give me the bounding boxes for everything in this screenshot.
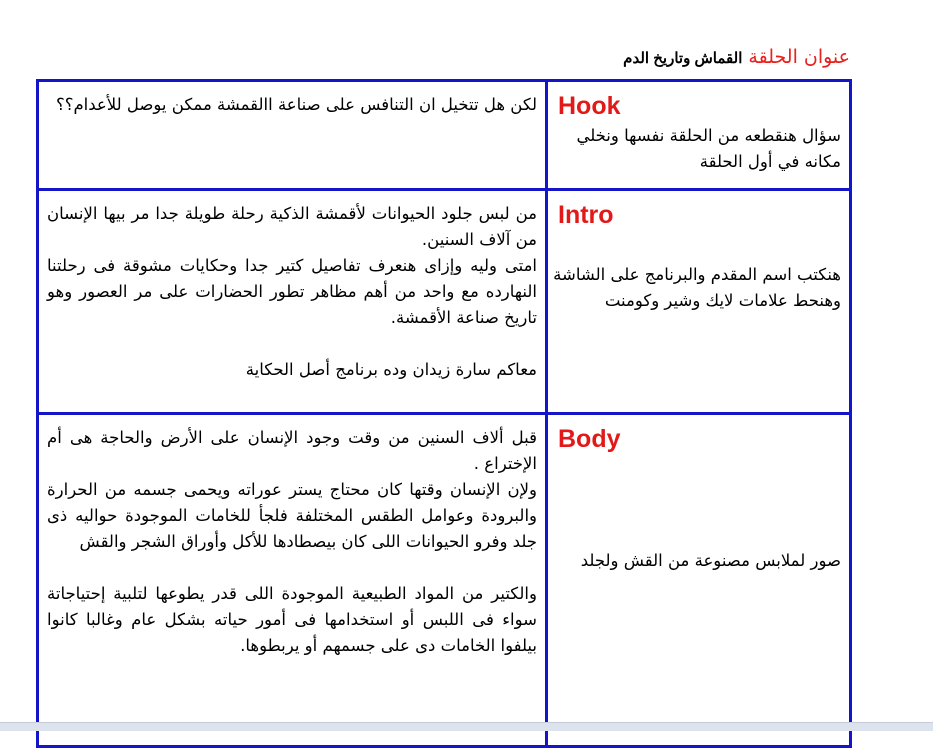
intro-content xyxy=(39,191,545,383)
intro-section-cell[interactable] xyxy=(547,190,851,414)
script-table xyxy=(36,79,852,748)
episode-title-value: القماش وتاريخ الدم xyxy=(623,50,743,67)
window-bottom-edge xyxy=(0,722,933,731)
intro-paragraph: امتى وليه وإزاى هنعرف تفاصيل كتير جدا وحكايات مشوقة فى رحلتنا النهارده مع واحد من أهم مظاهر تطور الحضارات على مر العصور وهو تاريخ صناعة الأقمشة. xyxy=(47,256,537,327)
table-row-hook xyxy=(38,81,851,190)
intro-blank-line xyxy=(47,331,537,357)
hook-paragraph: لكن هل تتخيل ان التنافس على صناعة االقمشة ممكن يوصل للأعدام؟؟ xyxy=(55,95,537,114)
intro-paragraph: من لبس جلود الحيوانات لأقمشة الذكية رحلة طويلة جدا مر بيها الإنسان من آلاف السنين. xyxy=(47,204,537,249)
intro-content-cell[interactable] xyxy=(38,190,547,414)
table-row-intro xyxy=(38,190,851,414)
hook-content xyxy=(39,82,545,118)
body-section-cell[interactable] xyxy=(547,414,851,747)
episode-title-label: عنوان الحلقة xyxy=(748,46,850,68)
body-content-cell[interactable] xyxy=(38,414,547,747)
body-paragraph: قبل ألاف السنين من وقت وجود الإنسان على الأرض والحاجة هى أم الإختراع . xyxy=(47,428,537,473)
intro-note: هنكتب اسم المقدم والبرنامج على الشاشة وهنحط علامات لايك وشير وكومنت xyxy=(553,265,841,310)
episode-title xyxy=(60,44,850,72)
hook-section-cell[interactable] xyxy=(547,81,851,190)
hook-note: سؤال هنقطعه من الحلقة نفسها ونخلي مكانه في أول الحلقة xyxy=(576,126,841,171)
intro-section-name: Intro xyxy=(558,201,614,229)
body-blank-line xyxy=(47,555,537,581)
body-paragraph: والكتير من المواد الطبيعية الموجودة اللى قدر يطوعها لتلبية إحتياجاتة سواء فى اللبس أو استخدامها فى أمور حياته بشكل عام وغالبا كانوا بيلفوا الخامات دى على جسمهم أو يربطوها. xyxy=(47,584,537,655)
hook-section-name: Hook xyxy=(558,92,621,120)
body-section-name: Body xyxy=(558,425,621,453)
table-row-body xyxy=(38,414,851,747)
intro-paragraph: معاكم سارة زيدان وده برنامج أصل الحكاية xyxy=(245,360,537,379)
body-content xyxy=(39,415,545,659)
body-paragraph: ولإن الإنسان وقتها كان محتاج يستر عوراته ويحمى جسمه من الحرارة والبرودة وعوامل الطقس المختلفة فلجأ للخامات الموجودة حواليه ذى جلد وفرو الحيوانات اللى كان بيصطادها للأكل وأوراق الشجر والقش xyxy=(47,480,537,551)
body-note: صور لملابس مصنوعة من القش ولجلد xyxy=(580,551,841,570)
hook-content-cell[interactable] xyxy=(38,81,547,190)
